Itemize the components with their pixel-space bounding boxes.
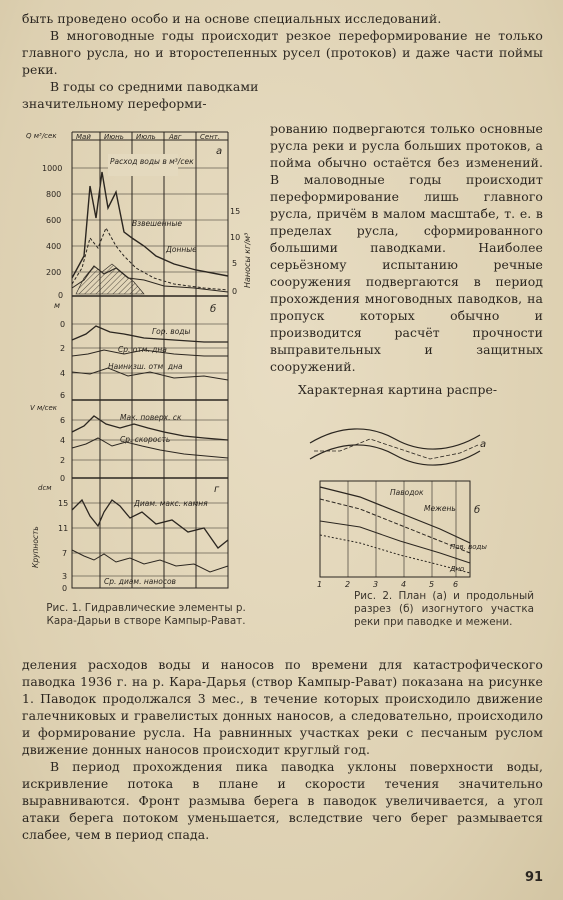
month-label: Авг [169, 133, 182, 141]
panel-a-ylabel: Q м³/сек [26, 132, 57, 140]
month-label: Май [76, 133, 91, 141]
x-number: 4 [401, 580, 407, 589]
plan-view [310, 429, 480, 465]
x-number: 6 [453, 580, 459, 589]
curve-label: Ср. отм. дна [118, 345, 167, 354]
right-tick: 0 [232, 287, 238, 296]
panel-a-curves [72, 172, 228, 294]
curve-label: Наинизш. отм. дна [108, 362, 183, 371]
y-tick: 15 [58, 499, 69, 508]
y-tick: 600 [46, 216, 62, 225]
y-tick: 0 [58, 291, 64, 300]
y-tick: 7 [62, 549, 68, 558]
section-letter: б [474, 505, 481, 516]
y-tick: 0 [62, 584, 68, 593]
y-tick: 0 [60, 320, 66, 329]
curve-label: Паводок [390, 488, 424, 497]
curve-label: Донные [166, 245, 197, 254]
y-tick: 11 [58, 524, 69, 533]
curve-label: Гор. воды [152, 327, 191, 336]
curve-label: Дно [450, 565, 465, 573]
text-column-right [270, 120, 543, 398]
figure-2-caption: Рис. 2. План (а) и продольный разрез (б) изогнутого участка реки при паводке и межени. [354, 590, 534, 628]
y-tick: 4 [60, 436, 66, 445]
figure-2-plan-and-section [300, 425, 490, 590]
curve-label: Ср. диам. наносов [104, 577, 176, 586]
paragraph: В многоводные годы происходит резкое переформирование не только главного русла, но и второстепенных русел (протоков) и даже части поймы реки. [22, 28, 543, 77]
right-tick: 15 [230, 207, 241, 216]
panel-letter: г [214, 484, 220, 495]
right-tick: 5 [232, 259, 238, 268]
right-tick: 10 [230, 233, 241, 242]
paragraph-continuation: рованию подвергаются только основные русла реки и русла больших протоков, а пойма обычно остаётся без изменений. В маловодные годы происходит переформирование лишь главного русла, причём в малом масштабе, т. е. в пределах русла, сформированного большими паводками. Наиболее серьёзному испытанию речные сооружения подвергаются в период прохождения многоводных паводков, на пропуск которых обычно и производится расчёт прочности выправительных и защитных сооружений. [270, 121, 543, 374]
panel-letter: б [210, 304, 217, 315]
month-label: Июнь [104, 133, 124, 141]
figure-1-caption: Рис. 1. Гидравлические элементы р. Кара-Дарьи в створе Кампыр-Рават. [46, 602, 246, 627]
x-number: 3 [373, 580, 379, 589]
paragraph: деления расходов воды и наносов по времени для катастрофического паводка 1936 г. на р. Кара-Дарья (створ Кампыр-Рават) показана на рисунке 1. Паводок продолжался 3 мес., в течение которых происходило движение галечниковых и гравелистых донных наносов, а следовательно, происходило и формирование русла. На равнинных участках реки с песчаным руслом движение донных наносов происходит круглый год. [22, 657, 543, 757]
x-number: 2 [345, 580, 351, 589]
panel-b-ylabel: м [54, 301, 61, 310]
plan-letter: а [480, 439, 487, 450]
figure-1-hydraulic-elements [24, 128, 256, 598]
paragraph-start [22, 78, 272, 112]
y-tick: 400 [46, 242, 62, 251]
curve-label: Расход воды в м³/сек [110, 157, 194, 166]
paragraph: В период прохождения пика паводка уклоны поверхности воды, искривление потока в плане и скорости течения значительно выравниваются. Фронт размыва берега в паводок увеличивается, а угол атаки берега потоком уменьшается, вследствие чего берег размывается слабее, чем в период спада. [22, 759, 543, 842]
curve-label: Мак. поверх. ск [120, 413, 182, 422]
y-tick: 2 [60, 456, 66, 465]
y-tick: 0 [60, 474, 66, 483]
panel-g-ylabel: Крупность [31, 526, 40, 568]
curve-label: Ср. скорость [120, 435, 171, 444]
x-number: 1 [317, 580, 323, 589]
panel-g-unit: dсм [38, 484, 52, 492]
y-tick: 3 [62, 572, 68, 581]
curve-label: Пов. воды [450, 543, 487, 551]
panel-g-curves [72, 500, 228, 572]
y-tick: 6 [60, 391, 66, 400]
y-tick: 800 [46, 190, 62, 199]
y-tick: 1000 [42, 164, 63, 173]
text-block-top [22, 10, 543, 112]
y-tick: 200 [46, 268, 62, 277]
paragraph: Характерная картина распре- [298, 382, 498, 397]
page-number: 91 [525, 870, 544, 885]
curve-label: Межень [424, 504, 456, 513]
y-tick: 2 [60, 344, 66, 353]
y-tick: 6 [60, 416, 66, 425]
right-axis-label: Наносы кг/м³ [243, 232, 252, 288]
paragraph: быть проведено особо и на основе специальных исследований. [22, 11, 442, 26]
month-label: Сент. [200, 133, 221, 141]
x-number: 5 [429, 580, 435, 589]
text-block-bottom [22, 656, 543, 843]
month-label: Июль [136, 133, 156, 141]
paragraph-lead: В годы со средними паводками значительному переформи- [22, 79, 259, 111]
y-tick: 4 [60, 369, 66, 378]
curve-label: Взвешенные [132, 219, 182, 228]
panel-letter: а [216, 146, 223, 157]
panel-v-ylabel: V м/сек [30, 404, 58, 412]
curve-label: Диам. макс. камня [134, 499, 208, 508]
